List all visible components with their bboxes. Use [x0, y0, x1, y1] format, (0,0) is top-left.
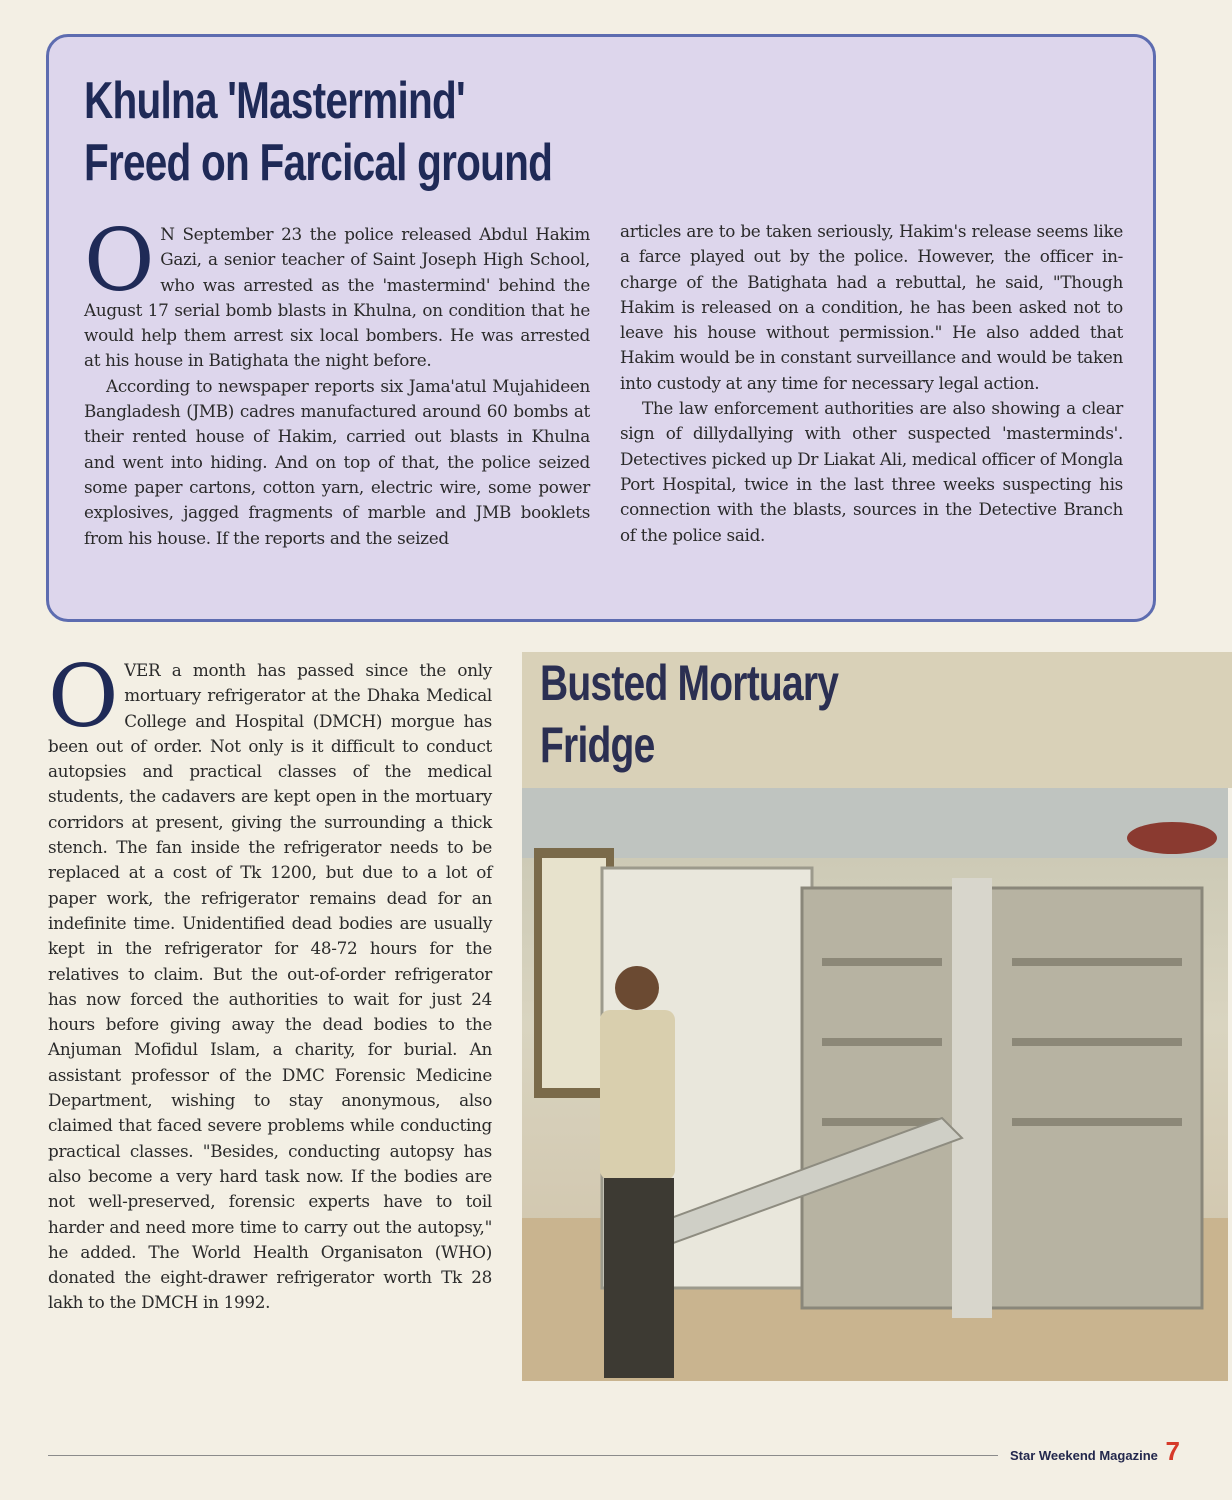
- article2-dropcap: O: [48, 647, 119, 747]
- article1-headline-line2: Freed on Farcical ground: [84, 134, 553, 192]
- page-number: 7: [1165, 1436, 1180, 1466]
- article1-col1-paragraph1: N September 23 the police released Abdul Hakim Gazi, a senior teacher of Saint Joseph High School, who was arrested as the 'mastermind' behind the August 17 serial bomb blasts in Khulna, on condition that he would help them arrest six local bombers. He was arrested at his house in Batighata the night before.: [84, 224, 590, 371]
- ceiling: [522, 788, 1228, 858]
- person-shirt: [600, 1010, 675, 1180]
- article2-headline: [540, 652, 838, 776]
- article2-headline-line1: Busted Mortuary: [540, 655, 839, 711]
- mortuary-photo: [522, 788, 1228, 1381]
- refrigerator-divider: [952, 878, 992, 1318]
- refrigerator-rail-4: [1012, 958, 1182, 966]
- article2-headline-line2: Fridge: [540, 717, 655, 773]
- article1-headline: [84, 70, 552, 194]
- refrigerator-rail-2: [822, 1038, 942, 1046]
- refrigerator-rail-6: [1012, 1118, 1182, 1126]
- person-head: [615, 966, 659, 1010]
- magazine-name: Star Weekend Magazine: [1010, 1448, 1158, 1463]
- article1-column-2: [620, 219, 1123, 548]
- article1-col2-paragraph2: The law enforcement authorities are also showing a clear sign of dillydallying with other suspected 'masterminds'. Detectives picked up Dr Liakat Ali, medical officer of Mongla Port Hospital, twice in the last three weeks suspecting his connection with the blasts, sources in the Detective Branch of the police said.: [620, 398, 1123, 545]
- article1-col2-paragraph1: articles are to be taken seriously, Hakim's release seems like a farce played out by the police. However, the officer in-charge of the Batighata had a rebuttal, he said, "Though Hakim is released on a condition, he has been asked not to leave his house without permission." He also added that Hakim would be in constant surveillance and would be taken into custody at any time for necessary legal action.: [620, 221, 1123, 393]
- article2-body: VER a month has passed since the only mortuary refrigerator at the Dhaka Medical College and Hospital (DMCH) morgue has been out of order. Not only is it difficult to conduct autopsies and practical classes of the medical students, the cadavers are kept open in the mortuary corridors at present, giving the surrounding a thick stench. The fan inside the refrigerator needs to be replaced at a cost of Tk 1200, but due to a lot of paper work, the refrigerator remains dead for an indefinite time. Unidentified dead bodies are usually kept in the refrigerator for 48-72 hours for the relatives to claim. But the out-of-order refrigerator has now forced the authorities to wait for just 24 hours before giving away the dead bodies to the Anjuman Mofidul Islam, a charity, for burial. An assistant professor of the DMC Forensic Medicine Department, wishing to stay anonymous, also claimed that faced severe problems while conducting practical classes. "Besides, conducting autopsy has also become a very hard task now. If the bodies are not well-preserved, forensic experts have to toil harder and need more time to carry out the autopsy," he added. The World Health Organisaton (WHO) donated the eight-drawer refrigerator worth Tk 28 lakh to the DMCH in 1992.: [48, 660, 492, 1313]
- article1-column-1: [84, 211, 590, 551]
- footer-rule: [48, 1455, 998, 1456]
- article1-headline-line1: Khulna 'Mastermind': [84, 72, 465, 130]
- person-lungi: [604, 1178, 674, 1378]
- basin: [1127, 822, 1217, 854]
- mortuary-photo-illustration: [522, 788, 1228, 1381]
- article1-col1-paragraph2: According to newspaper reports six Jama'atul Mujahideen Bangladesh (JMB) cadres manufactured around 60 bombs at their rented house of Hakim, carried out blasts in Khulna and went into hiding. And on top of that, the police seized some paper cartons, cotton yarn, electric wire, some power explosives, jagged fragments of marble and JMB booklets from his house. If the reports and the seized: [84, 375, 590, 548]
- window-glass: [542, 858, 606, 1088]
- article1-dropcap: O: [84, 211, 155, 311]
- refrigerator-rail-1: [822, 958, 942, 966]
- article2-column: [48, 647, 492, 1316]
- refrigerator-body: [802, 888, 1202, 1308]
- footer: [1010, 1436, 1180, 1467]
- refrigerator-rail-5: [1012, 1038, 1182, 1046]
